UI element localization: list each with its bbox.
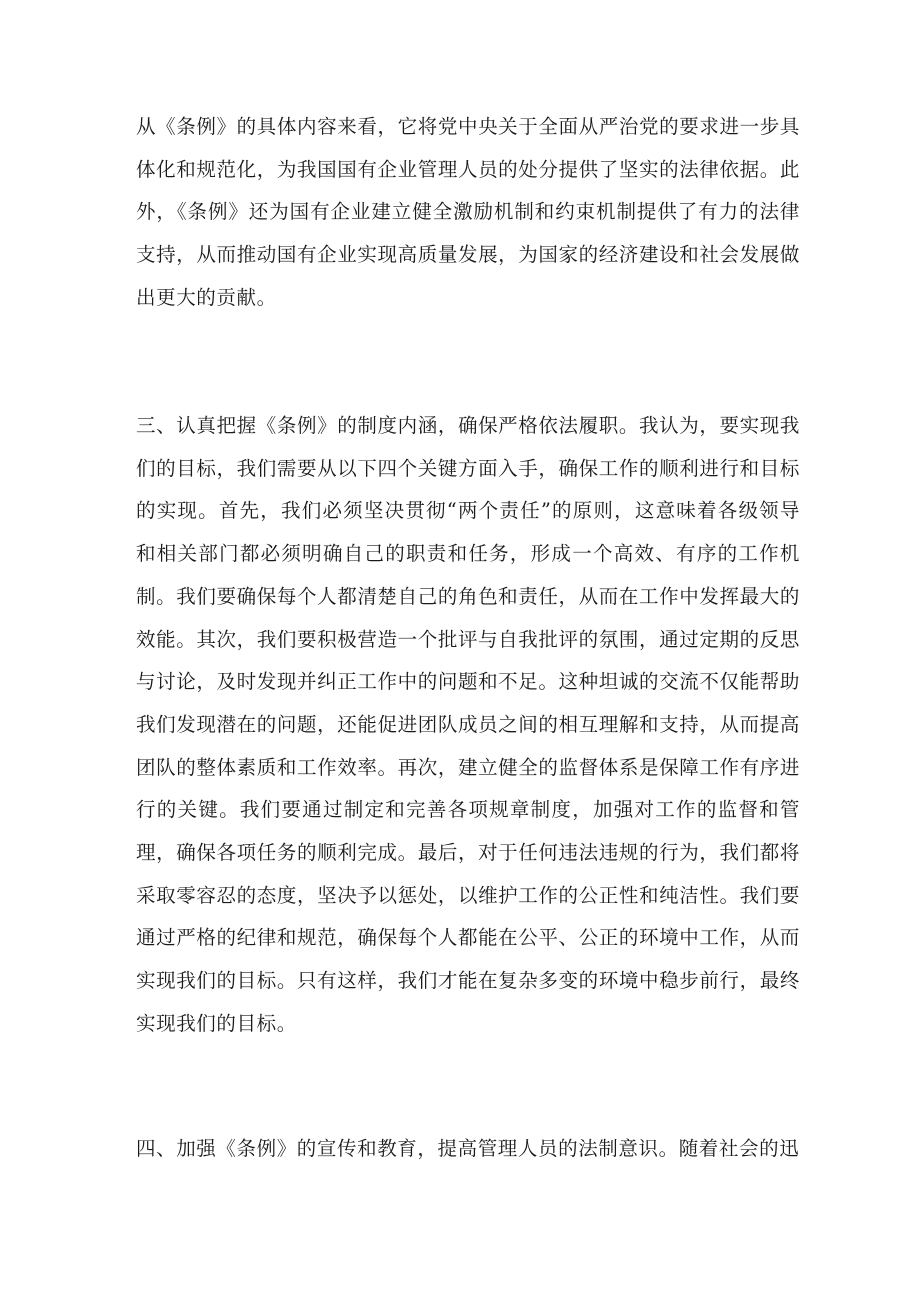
paragraph-legal-basis: 从《条例》的具体内容来看，它将党中央关于全面从严治党的要求进一步具体化和规范化，为我国国有企业管理人员的处分提供了坚实的法律依据。此外，《条例》还为国有企业建立健全激励机制和约束机制提供了有力的法律支持，从而推动国有企业实现高质量发展，为国家的经济建设和社会发展做出更大的贡献。 xyxy=(136,115,800,309)
paragraph-section-four: 四、加强《条例》的宣传和教育，提高管理人员的法制意识。随着社会的迅 xyxy=(136,1137,800,1160)
paragraph-section-three: 三、认真把握《条例》的制度内涵，确保严格依法履职。我认为，要实现我们的目标，我们需要从以下四个关键方面入手，确保工作的顺利进行和目标的实现。首先，我们必须坚决贯彻“两个责任”的原则，这意味着各级领导和相关部门都必须明确自己的职责和任务，形成一个高效、有序的工作机制。我们要确保每个人都清楚自己的角色和责任，从而在工作中发挥最大的效能。其次，我们要积极营造一个批评与自我批评的氛围，通过定期的反思与讨论，及时发现并纠正工作中的问题和不足。这种坦诚的交流不仅能帮助我们发现潜在的问题，还能促进团队成员之间的相互理解和支持，从而提高团队的整体素质和工作效率。再次，建立健全的监督体系是保障工作有序进行的关键。我们要通过制定和完善各项规章制度，加强对工作的监督和管理，确保各项任务的顺利完成。最后，对于任何违法违规的行为，我们都将采取零容忍的态度，坚决予以惩处，以维护工作的公正性和纯洁性。我们要通过严格的纪律和规范，确保每个人都能在公平、公正的环境中工作，从而实现我们的目标。只有这样，我们才能在复杂多变的环境中稳步前行，最终实现我们的目标。 xyxy=(136,414,800,1035)
